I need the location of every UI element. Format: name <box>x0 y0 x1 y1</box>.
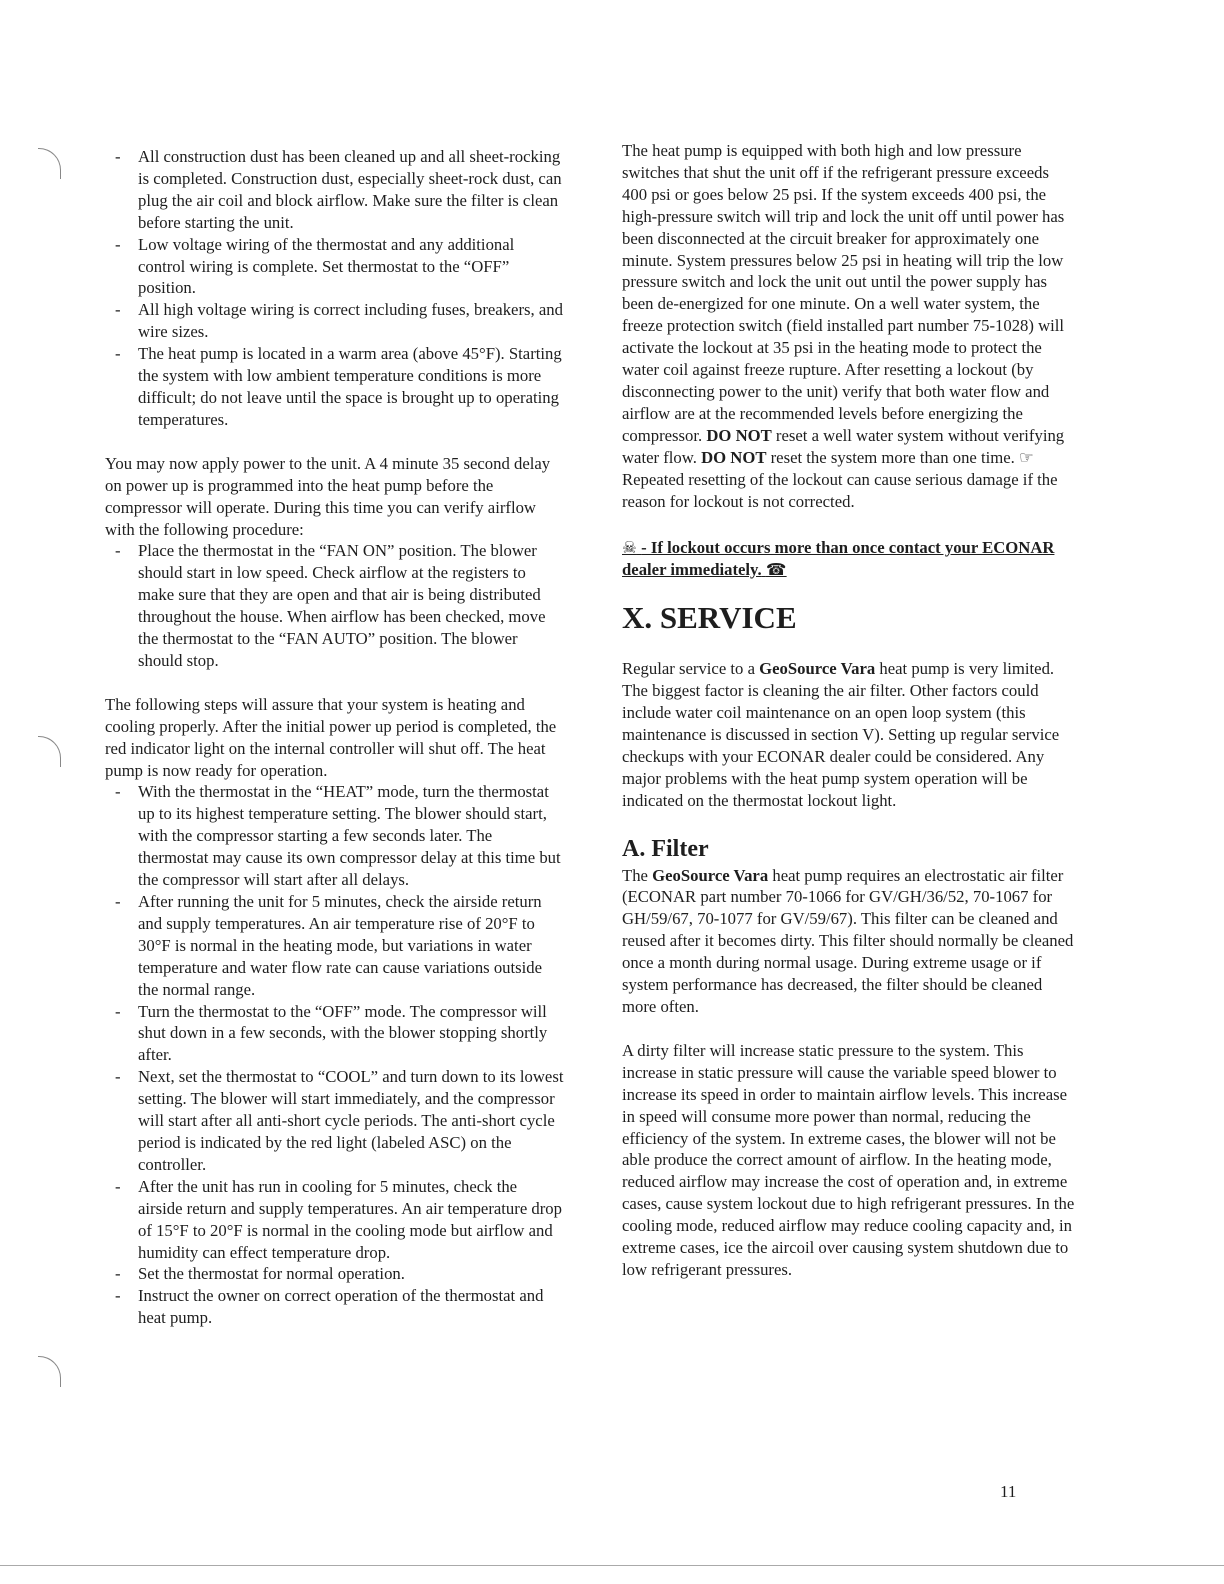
binder-hole-mark <box>38 148 61 179</box>
filter-paragraph: The GeoSource Vara heat pump requires an electrostatic air filter (ECONAR part number 70-1066 for GV/GH/36/52, 70-1067 for GH/59/67, 70-1077 for GV/59/67). This filter can be cleaned and reused after it becomes dirty. This filter should normally be cleaned once a month during normal usage. During extreme usage or if system performance has decreased, the filter should be cleaned more often. <box>622 865 1074 1016</box>
list-item: - With the thermostat in the “HEAT” mode, turn the thermostat up to its highest temperature setting. The blower should start, with the compressor starting a few seconds later. The thermostat may cause its own compressor delay at this time but the compressor will start after all delays. <box>105 781 565 891</box>
service-paragraph: Regular service to a GeoSource Vara heat pump is very limited. The biggest factor is cleaning the air filter. Other factors could include water coil maintenance on an open loop system (this maintenance is discussed in section V). Setting up regular service checkups with your ECONAR dealer could be considered. Any major problems with the heat pump system operation will be indicated on the thermostat lockout light. <box>622 659 1060 810</box>
operation-check-paragraph: The following steps will assure that your system is heating and cooling properly. After the initial power up period is completed, the red indicator light on the internal controller will shut off. The heat pump is now ready for operation. <box>105 694 557 780</box>
binder-hole-mark <box>38 1356 61 1387</box>
telephone-icon: ☎ <box>765 560 787 580</box>
page-number: 11 <box>1000 1482 1017 1501</box>
pressure-switch-paragraph: The heat pump is equipped with both high and low pressure switches that shut the unit off if the refrigerant pressure exceeds 400 psi or goes below 25 psi. If the system exceeds 400 psi, the high-pressure switch will trip and lock the unit off until power has been disconnected at the circuit breaker for approximately one minute. System pressures below 25 psi in heating will trip the low pressure switch and lock the unit out until the power supply has been de-energized for one minute. On a well water system, the freeze protection switch (field installed part number 75-1028) will activate the lockout at 35 psi in the heating mode to protect the water coil against freeze rupture. After resetting a lockout (by disconnecting power to the unit) verify that both water flow and airflow are at the recommended levels before energizing the compressor. DO NOT reset a well water system without verifying water flow. DO NOT reset the system more than one time. ☞Repeated resetting of the lockout can cause serious damage if the reason for lockout is not corrected. <box>622 141 1065 511</box>
startup-checklist <box>105 140 565 431</box>
list-item: - After running the unit for 5 minutes, check the airside return and supply temperatures. An air temperature rise of 20°F to 30°F is normal in the heating mode, but variations in water temperature and water flow rate can cause variations outside the normal range. <box>105 891 565 1001</box>
skull-icon: ☠ <box>622 538 637 558</box>
binder-hole-mark <box>38 736 61 767</box>
list-item: - Turn the thermostat to the “OFF” mode. The compressor will shut down in a few seconds, with the blower stopping shortly after. <box>105 1001 565 1067</box>
list-item: - All construction dust has been cleaned up and all sheet-rocking is completed. Construction dust, especially sheet-rock dust, can plug the air coil and block airflow. Make sure the filter is clean before starting the unit. <box>105 146 565 234</box>
product-name: GeoSource Vara <box>759 659 876 679</box>
list-item: - Instruct the owner on correct operation of the thermostat and heat pump. <box>105 1285 565 1329</box>
dirty-filter-paragraph: A dirty filter will increase static pressure to the system. This increase in static pressure will cause the variable speed blower to increase its speed in order to maintain airflow levels. This increase in speed will consume more power than normal, reducing the efficiency of the system. In extreme cases, the blower will not be able produce the correct amount of airflow. In the heating mode, reduced airflow may increase the cost of operation and, in extreme cases, cause system lockout due to high refrigerant pressures. In the cooling mode, reduced airflow may reduce cooling capacity and, in extreme cases, ice the aircoil over causing system shutdown due to low refrigerant pressures. <box>622 1040 1075 1279</box>
list-item: - Set the thermostat for normal operation. <box>105 1263 565 1285</box>
list-item: - The heat pump is located in a warm area (above 45°F). Starting the system with low ambient temperature conditions is more difficult; do not leave until the space is brought up to operating temperatures. <box>105 343 565 431</box>
lockout-warning: ☠ - If lockout occurs more than once contact your ECONAR dealer immediately. ☎ <box>622 538 1055 580</box>
airflow-procedure-list <box>105 540 565 671</box>
list-item: - Place the thermostat in the “FAN ON” position. The blower should start in low speed. Check airflow at the registers to make sure that they are open and that air is being distributed throughout the house. When airflow has been checked, move the thermostat to the “FAN AUTO” position. The blower should stop. <box>105 540 565 671</box>
power-up-paragraph: You may now apply power to the unit. A 4 minute 35 second delay on power up is programmed into the heat pump before the compressor will operate. During this time you can verify airflow with the following procedure: <box>105 453 551 539</box>
right-column <box>622 140 1077 1281</box>
list-item: - Next, set the thermostat to “COOL” and turn down to its lowest setting. The blower will start immediately, and the compressor will start after all anti-short cycle periods. The anti-short cycle period is indicated by the red light (labeled ASC) on the controller. <box>105 1066 565 1176</box>
page-bottom-rule <box>0 1565 1224 1566</box>
list-item: - Low voltage wiring of the thermostat and any additional control wiring is complete. Set thermostat to the “OFF” position. <box>105 234 565 300</box>
left-column <box>105 140 565 1329</box>
section-title: X. SERVICE <box>622 600 797 636</box>
list-item: - All high voltage wiring is correct including fuses, breakers, and wire sizes. <box>105 299 565 343</box>
product-name: GeoSource Vara <box>652 865 769 885</box>
list-item: - After the unit has run in cooling for 5 minutes, check the airside return and supply temperatures. An air temperature drop of 15°F to 20°F is normal in the cooling mode but airflow and humidity can effect temperature drop. <box>105 1176 565 1264</box>
operation-steps-list <box>105 781 565 1329</box>
pointing-hand-icon: ☞ <box>1019 447 1034 467</box>
subsection-title: A. Filter <box>622 835 709 862</box>
